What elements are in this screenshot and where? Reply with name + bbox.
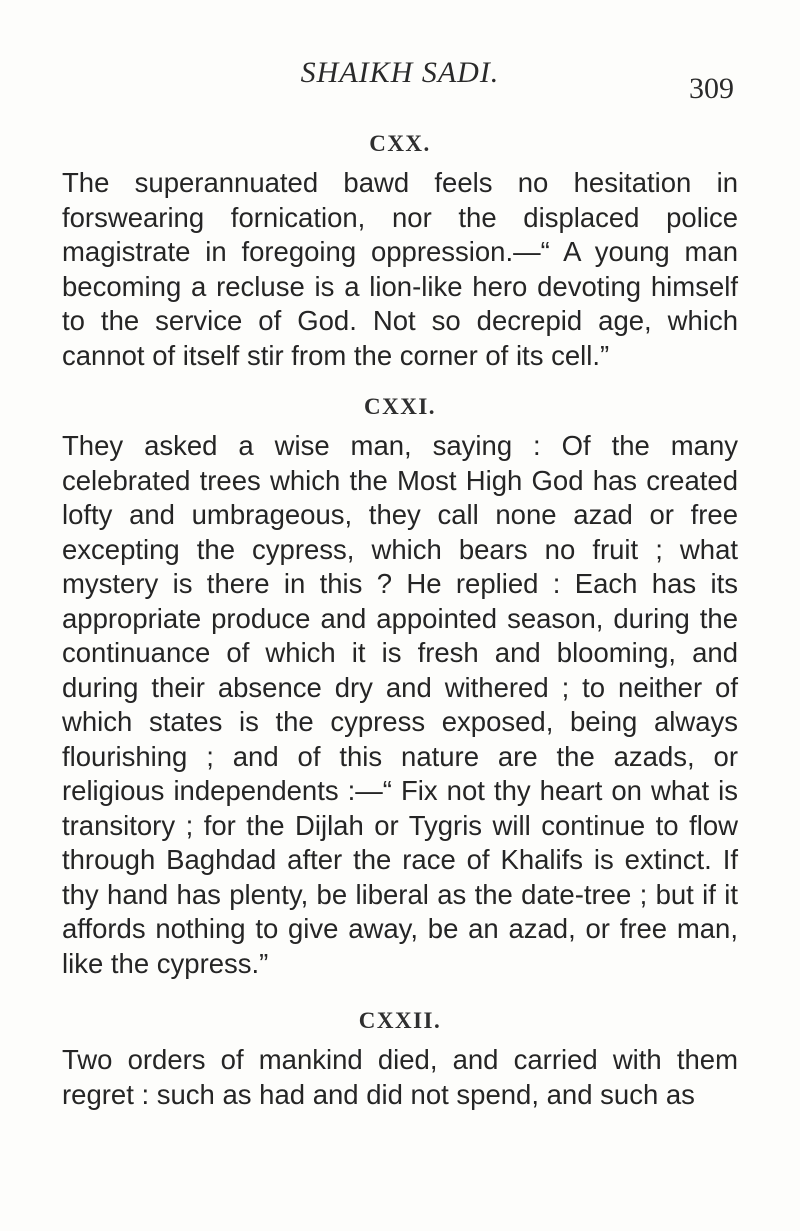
spacer	[62, 373, 738, 385]
page-number: 309	[689, 72, 734, 105]
section-paragraph-cxx: The superannuated bawd feels no hesitation in forswearing fornication, nor the displaced police magistrate in foregoing oppression.—“ A young man becoming a recluse is a lion-like hero devoting himself to the service of God. Not so decrepid age, which cannot of itself stir from the corner of its cell.”	[62, 167, 738, 371]
running-title: SHAIKH SADI.	[300, 56, 500, 89]
spacer	[62, 981, 738, 993]
section-heading-cxxi: CXXI.	[363, 394, 437, 419]
section-paragraph-cxxi: They asked a wise man, saying : Of the many celebrated trees which the Most High God has created lofty and umbrageous, they call none azad or free excepting the cypress, which bears no fruit ; what mystery is there in this ? He replied : Each has its appropriate produce and appointed season, during the continuance of which it is fresh and blooming, and during their absence dry and withered ; to neither of which states is the cypress exposed, being always flourishing ; and of this nature are the azads, or religious independents :—“ Fix not thy heart on what is transitory ; for the Dijlah or Tygris will continue to flow through Baghdad after the race of Khalifs is extinct. If thy hand has plenty, be liberal as the date-tree ; but if it affords nothing to give away, be an azad, or free man, like the cypress.”	[62, 430, 738, 979]
running-head	[0, 56, 800, 105]
section-paragraph-cxxii: Two orders of mankind died, and carried with them regret : such as had and did not spend, and such as	[62, 1044, 738, 1110]
text-block	[62, 122, 738, 1112]
section-heading-cxxii: CXXII.	[358, 1008, 442, 1033]
section-heading-cxx: CXX.	[369, 131, 431, 156]
